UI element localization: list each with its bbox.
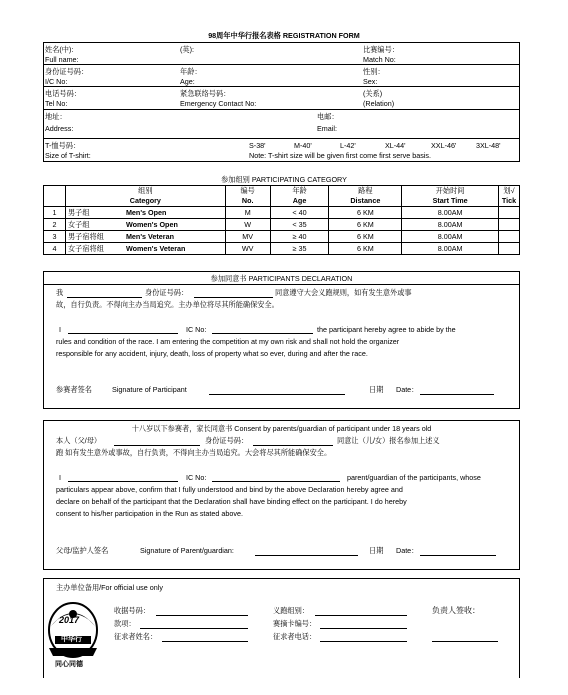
divider [43, 64, 520, 65]
person-sign-label: 负责人签收： [432, 606, 480, 615]
size-option[interactable]: M-40' [294, 141, 312, 150]
consent-en-line1: parent/guardian of the participants, whose [347, 473, 481, 482]
category-table [43, 185, 520, 255]
category-en: Women's Open [125, 219, 178, 229]
collector-label: 征求者姓名： [114, 632, 158, 641]
tick-cell[interactable] [498, 207, 519, 219]
consent-en-line4: consent to his/her participation in the Run as stated above. [56, 509, 243, 518]
consent-cn-line2: 跑 如有发生意外或事故，自行负责，不得向主办当局追究。大会将尽其所能确保安全。 [56, 448, 332, 457]
age-label: Age: [180, 77, 195, 86]
row-number: 4 [44, 243, 66, 255]
table-row [44, 243, 520, 255]
consent-cn-parent: 本人（父/母） [56, 436, 102, 445]
address-label: Address: [45, 124, 74, 133]
consent-cn-agree: 同意让（儿/女）报名参加上述义 [337, 436, 440, 445]
consent-cn-ic: 身份证号码： [205, 436, 249, 445]
decl-en-ic: IC No: [186, 325, 207, 334]
divider [43, 284, 520, 285]
category-distance: 6 KM [329, 231, 402, 243]
event-logo [45, 596, 101, 674]
emergency-cn-label: 紧急联络号码： [180, 89, 231, 98]
size-option[interactable]: 3XL-48' [476, 141, 501, 150]
relation-cn-label: (关系) [363, 89, 383, 98]
ic-cn-label: 身份证号码： [45, 67, 89, 76]
divider [43, 138, 520, 139]
category-no: MV [225, 231, 270, 243]
tel-no-label: Tel No: [45, 99, 68, 108]
category-cell [65, 231, 225, 243]
tick-cell[interactable] [498, 231, 519, 243]
consent-ic-cn-field[interactable] [253, 445, 333, 446]
consent-signature-field[interactable] [255, 555, 358, 556]
consent-name-cn-field[interactable] [114, 445, 200, 446]
category-distance: 6 KM [329, 207, 402, 219]
divider [43, 86, 520, 87]
run-group-label: 义跑组别： [273, 606, 309, 615]
emergency-label: Emergency Contact No: [180, 99, 257, 108]
address-cn-label: 地址： [45, 112, 67, 121]
header-category: Category [65, 196, 225, 207]
row-number: 3 [44, 231, 66, 243]
consent-name-field[interactable] [68, 481, 178, 482]
consent-en-line2: particulars appear above, confirm that I fully understood and bind by the above Declaration hereby agree and [56, 485, 403, 494]
match-no-label: Match No: [363, 55, 396, 64]
header-no: No. [225, 196, 270, 207]
category-cn: 男子宿将组 [67, 231, 104, 241]
logo-text: 中华行 [61, 636, 82, 643]
category-time: 8.00AM [402, 207, 499, 219]
ic-no-label: I/C No: [45, 77, 68, 86]
category-time: 8.00AM [402, 219, 499, 231]
decl-sign-cn: 参赛者签名 [56, 385, 92, 394]
table-row [44, 219, 520, 231]
category-cn: 女子组 [67, 219, 90, 229]
divider [43, 578, 520, 579]
card-no-label: 赛摘卡编号： [273, 619, 317, 628]
category-age: < 40 [270, 207, 329, 219]
tick-cell[interactable] [498, 219, 519, 231]
size-option[interactable]: L-42' [340, 141, 356, 150]
decl-cn-line2: 故，自行负责。不得向主办当局追究。主办单位将尽其所能确保安全。 [56, 300, 279, 309]
sex-cn-label: 性别： [363, 67, 385, 76]
race-no-cn-label: 比赛编号： [363, 45, 399, 54]
collector-field[interactable] [162, 641, 248, 642]
category-cell [65, 207, 225, 219]
collector-tel-label: 征求者电话： [273, 632, 317, 641]
full-name-label: Full name: [45, 55, 79, 64]
consent-sign-en: Signature of Parent/guardian: [140, 546, 234, 555]
consent-date-cn: 日期 [369, 546, 384, 555]
consent-sign-cn: 父母/监护人签名 [56, 546, 109, 555]
size-option[interactable]: S-38' [249, 141, 266, 150]
category-en: Women's Veteran [125, 243, 186, 253]
decl-en-line3: responsible for any accident, injury, death, loss of property what so ever, during and after the race. [56, 349, 368, 358]
consent-box [43, 420, 520, 570]
person-sign-field[interactable] [432, 641, 498, 642]
consent-en-i: I [59, 473, 61, 482]
consent-en-ic: IC No: [186, 473, 207, 482]
tshirt-cn-label: T-恤号码： [45, 141, 81, 150]
category-age: < 35 [270, 219, 329, 231]
category-title: 参加组别 PARTICIPATING CATEGORY [221, 175, 347, 184]
decl-en-line1: the participant hereby agree to abide by the [317, 325, 456, 334]
decl-date-field[interactable] [420, 394, 494, 395]
receipt-field[interactable] [156, 615, 248, 616]
consent-title: 十八岁以下参赛者，家长同意书 Consent by parents/guardian of participant under 18 years old [131, 424, 432, 433]
decl-name-field[interactable] [68, 333, 178, 334]
header-tick: Tick [498, 196, 519, 207]
header-no-cn: 编号 [225, 186, 270, 197]
decl-cn-i: 我 [56, 288, 64, 297]
category-no: W [225, 219, 270, 231]
amount-label: 款项： [114, 619, 136, 628]
divider [43, 578, 44, 678]
category-en: Men's Veteran [125, 231, 174, 241]
divider [519, 578, 520, 678]
decl-signature-field[interactable] [209, 394, 345, 395]
logo-bottom: 同心同德 [55, 661, 83, 668]
consent-date-field[interactable] [420, 555, 496, 556]
header-time-cn: 开始时间 [402, 186, 499, 197]
category-age: ≥ 35 [270, 243, 329, 255]
category-distance: 6 KM [329, 219, 402, 231]
run-group-field[interactable] [315, 615, 407, 616]
header-time: Start Time [402, 196, 499, 207]
name-cn-label: 姓名(中): [45, 45, 74, 54]
email-cn-label: 电邮： [317, 112, 339, 121]
tick-cell[interactable] [498, 243, 519, 255]
table-row [44, 231, 520, 243]
header-distance: Distance [329, 196, 402, 207]
header-age-cn: 年龄 [270, 186, 329, 197]
receipt-label: 收据号码： [114, 606, 150, 615]
header-distance-cn: 路程 [329, 186, 402, 197]
divider [43, 109, 520, 110]
name-en-cn-label: (英): [180, 45, 194, 54]
category-distance: 6 KM [329, 243, 402, 255]
decl-ic-cn-field[interactable] [194, 297, 273, 298]
decl-en-line2: rules and condition of the race. I am entering the competition at my own risk and shall not hold the organizer [56, 337, 400, 346]
row-number: 1 [44, 207, 66, 219]
decl-en-i: I [59, 325, 61, 334]
decl-sign-en: Signature of Participant [112, 385, 187, 394]
consent-en-line3: declare on behalf of the participant that the Declaration shall have binding effect on the participant. I do hereby [56, 497, 407, 506]
email-label: Email: [317, 124, 337, 133]
row-number: 2 [44, 219, 66, 231]
category-cell [65, 219, 225, 231]
sex-label: Sex: [363, 77, 378, 86]
decl-date-cn: 日期 [369, 385, 384, 394]
category-age: ≥ 40 [270, 231, 329, 243]
tshirt-label: Size of T-shirt: [45, 151, 91, 160]
header-age: Age [270, 196, 329, 207]
category-no: WV [225, 243, 270, 255]
category-time: 8.00AM [402, 231, 499, 243]
logo-year: 2017 [59, 615, 80, 625]
category-cn: 女子宿将组 [67, 243, 104, 253]
category-cell [65, 243, 225, 255]
size-option[interactable]: XL-44' [385, 141, 406, 150]
consent-date-en: Date： [396, 546, 419, 555]
header-category-cn: 组别 [65, 186, 225, 197]
decl-date-en: Date： [396, 385, 419, 394]
decl-name-cn-field[interactable] [67, 297, 142, 298]
decl-ic-field[interactable] [212, 333, 313, 334]
tel-cn-label: 电话号码： [45, 89, 81, 98]
age-cn-label: 年龄： [180, 67, 202, 76]
category-time: 8.00AM [402, 243, 499, 255]
decl-cn-ic: 身份证号码： [145, 288, 189, 297]
consent-ic-field[interactable] [212, 481, 340, 482]
tshirt-note: Note: T-shirt size will be given first come first serve basis. [249, 151, 432, 160]
amount-field[interactable] [140, 628, 248, 629]
size-option[interactable]: XXL-46' [431, 141, 457, 150]
category-cn: 男子组 [67, 207, 90, 217]
form-title: 98周年中华行报名表格 REGISTRATION FORM [208, 31, 360, 40]
collector-tel-field[interactable] [320, 641, 407, 642]
relation-label: (Relation) [363, 99, 395, 108]
header-tick-cn: 划√ [498, 186, 519, 197]
category-en: Men's Open [125, 207, 167, 217]
declaration-title: 参加同意书 PARTICIPANTS DECLARATION [210, 274, 353, 283]
decl-cn-agree: 同意遵守大会义跑规则，如有发生意外或事 [275, 288, 412, 297]
official-title: 主办单位备用/For official use only [56, 583, 163, 592]
card-no-field[interactable] [320, 628, 407, 629]
table-row [44, 207, 520, 219]
category-no: M [225, 207, 270, 219]
